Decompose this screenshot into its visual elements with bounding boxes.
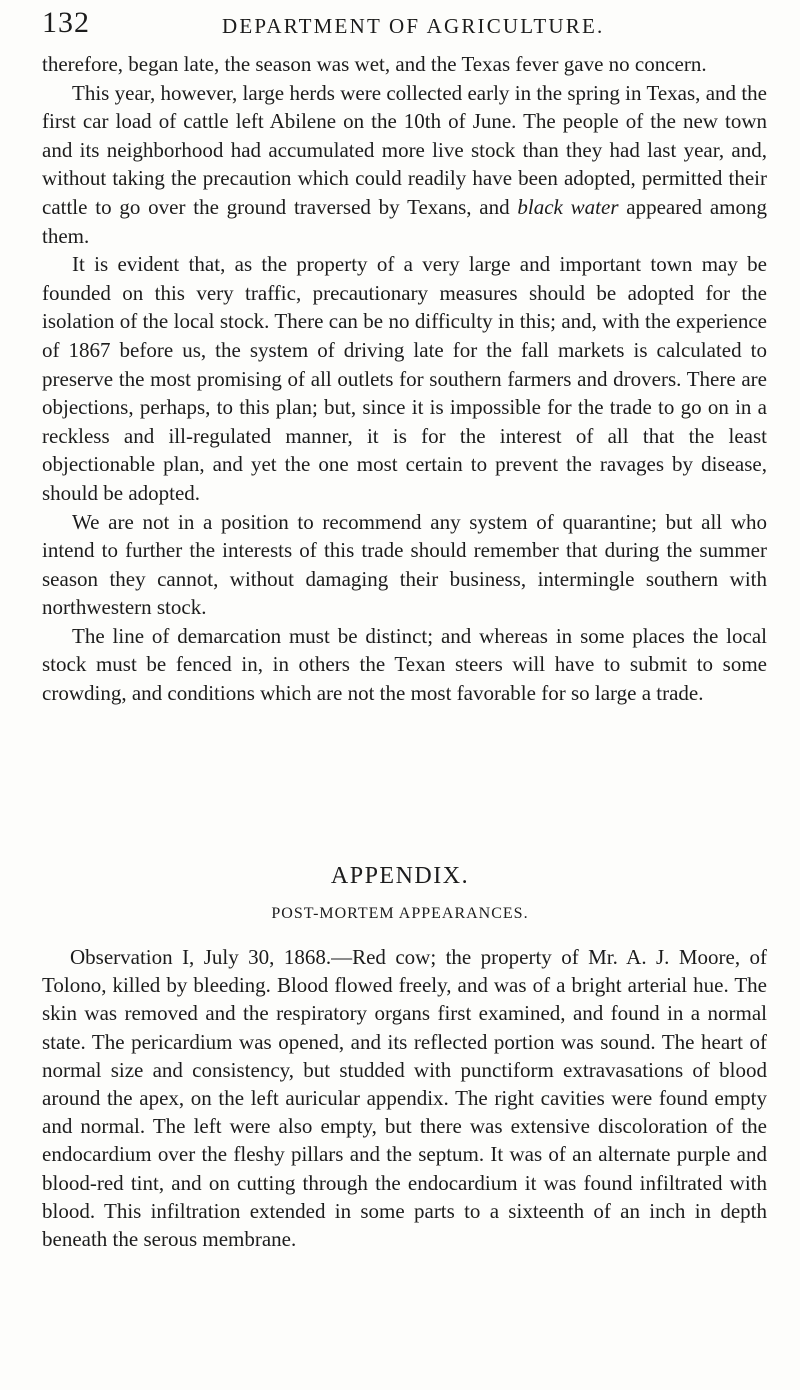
running-title: DEPARTMENT OF AGRICULTURE. [222, 14, 605, 38]
paragraph-text: appeared among them. [42, 194, 767, 248]
paragraph: Observation I, July 30, 1868.—Red cow; the property of Mr. A. J. Moore, of Tolono, killed by bleeding. Blood flowed freely, and was of a bright arterial hue. The skin was removed and the respiratory organs first examined, and found in a normal state. The pericardium was opened, and its reflected portion was sound. The heart of normal size and consistency, but studded with punctiform extravasations of blood around the apex, on the left auricular appendix. The right cavities were found empty and normal. The left were also empty, but there was extensive discoloration of the endocardium over the fleshy pillars and the septum. It was of an alternate purple and blood-red tint, and on cutting through the endocardium it was found infiltrated with blood. This infiltration extended in some parts to a sixteenth of an inch in depth beneath the serous membrane. [42, 945, 767, 1252]
paragraph: The line of demarcation must be distinct; and whereas in some places the local stock must be fenced in, in others the Texan steers will have to submit to some crowding, and conditions which are not the most favorable for so large a trade. [42, 623, 767, 706]
paragraph: therefore, began late, the season was wet, and the Texas fever gave no concern. [42, 52, 707, 76]
paragraph-text: This year, however, large herds were collected early in the spring in Texas, and the first car load of cattle left Abilene on the 10th of June. The people of the new town and its neighborhood had accumulated more live stock than they had last year, and, without taking the precaution which could readily have been adopted, permitted their cattle to go over the ground traversed by Texans, and [42, 80, 767, 219]
appendix-subheading: POST-MORTEM APPEARANCES. [271, 905, 529, 922]
appendix-heading: APPENDIX. [330, 863, 470, 889]
emphasis-text: black water [517, 194, 619, 219]
page-number: 132 [42, 6, 90, 39]
appendix-text [42, 943, 767, 1253]
paragraph [42, 79, 767, 251]
main-text [42, 50, 767, 708]
paragraph: It is evident that, as the property of a very large and important town may be founded on this very traffic, precautionary measures should be adopted for the isolation of the local stock. There can be no difficulty in this; and, with the experience of 1867 before us, the system of driving late for the fall markets is calculated to preserve the most promising of all outlets for southern farmers and drovers. There are objections, perhaps, to this plan; but, since it is impossible for the trade to go on in a reckless and ill-regulated manner, it is for the interest of all that the least objectionable plan, and yet the one most certain to prevent the ravages by disease, should be adopted. [42, 252, 767, 505]
paragraph: We are not in a position to recommend any system of quarantine; but all who intend to further the interests of this trade should remember that during the summer season they cannot, without damaging their business, intermingle southern with northwestern stock. [42, 509, 767, 620]
running-header [0, 0, 800, 48]
